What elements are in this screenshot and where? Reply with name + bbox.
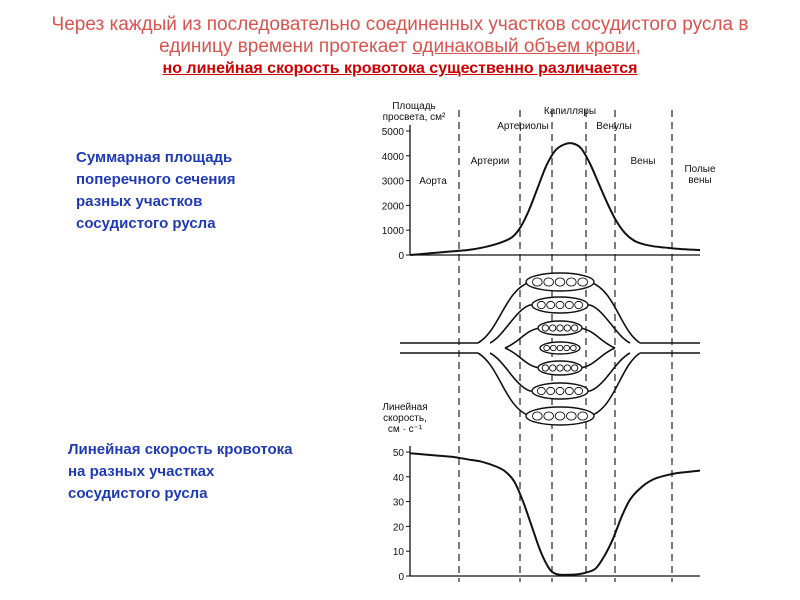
capillary-bed-1 <box>532 297 588 313</box>
y-tick-label: 3000 <box>381 176 404 188</box>
segment-label: Капилляры <box>543 106 597 117</box>
side-label-area: Суммарная площадь поперечного сечения разных участков сосудистого русла <box>76 149 236 232</box>
y-tick-label: 10 <box>392 547 404 559</box>
y-tick-label: 50 <box>392 448 404 459</box>
segment-label: вены <box>688 175 712 186</box>
series-line <box>410 143 700 255</box>
segment-label: Полые <box>684 164 716 175</box>
series-line <box>410 453 700 575</box>
y-axis-label-line: см · с⁻¹ <box>387 424 423 435</box>
segment-label: Вены <box>630 156 656 167</box>
y-tick-label: 2000 <box>381 201 404 213</box>
segment-label: Аорта <box>419 176 447 187</box>
y-axis-label-line: Линейная <box>382 402 428 413</box>
y-tick-label: 4000 <box>381 151 404 163</box>
capillary-bed-2 <box>538 321 582 335</box>
y-tick-label: 5000 <box>381 127 404 138</box>
y-tick-label: 0 <box>398 251 404 262</box>
heading-underlined-phrase: одинаковый объем крови <box>412 36 636 57</box>
heading-line-3: но линейная скорость кровотока существенно различается <box>162 60 638 77</box>
capillary-bed-0 <box>526 273 594 291</box>
side-label-velocity: Линейная скорость кровотока на разных участках сосудистого русла <box>68 441 293 502</box>
y-tick-label: 20 <box>392 522 404 534</box>
heading-line-1: Через каждый из последовательно соединенных участков сосудистого русла в <box>51 14 749 35</box>
heading-line-2-tail: , <box>635 36 641 57</box>
capillary-bed-5 <box>532 383 588 399</box>
y-tick-label: 30 <box>392 497 404 509</box>
capillary-bed-4 <box>538 361 582 375</box>
velocity-chart <box>382 402 700 583</box>
capillary-bed-3 <box>540 342 580 354</box>
y-tick-label: 1000 <box>381 226 404 238</box>
y-tick-label: 40 <box>392 472 404 484</box>
segment-label: Венулы <box>596 121 632 132</box>
segment-label: Артериолы <box>497 121 549 132</box>
y-axis-label-line: скорость, <box>383 413 427 424</box>
heading-line-2-plain: единицу времени протекает <box>159 36 413 57</box>
y-axis-label-line: Площадь <box>392 101 436 112</box>
capillary-bed-6 <box>526 407 594 425</box>
segment-label: Артерии <box>470 156 510 167</box>
y-axis-label-line: просвета, см² <box>382 112 446 123</box>
area-chart <box>382 101 716 262</box>
y-tick-label: 0 <box>398 572 404 583</box>
